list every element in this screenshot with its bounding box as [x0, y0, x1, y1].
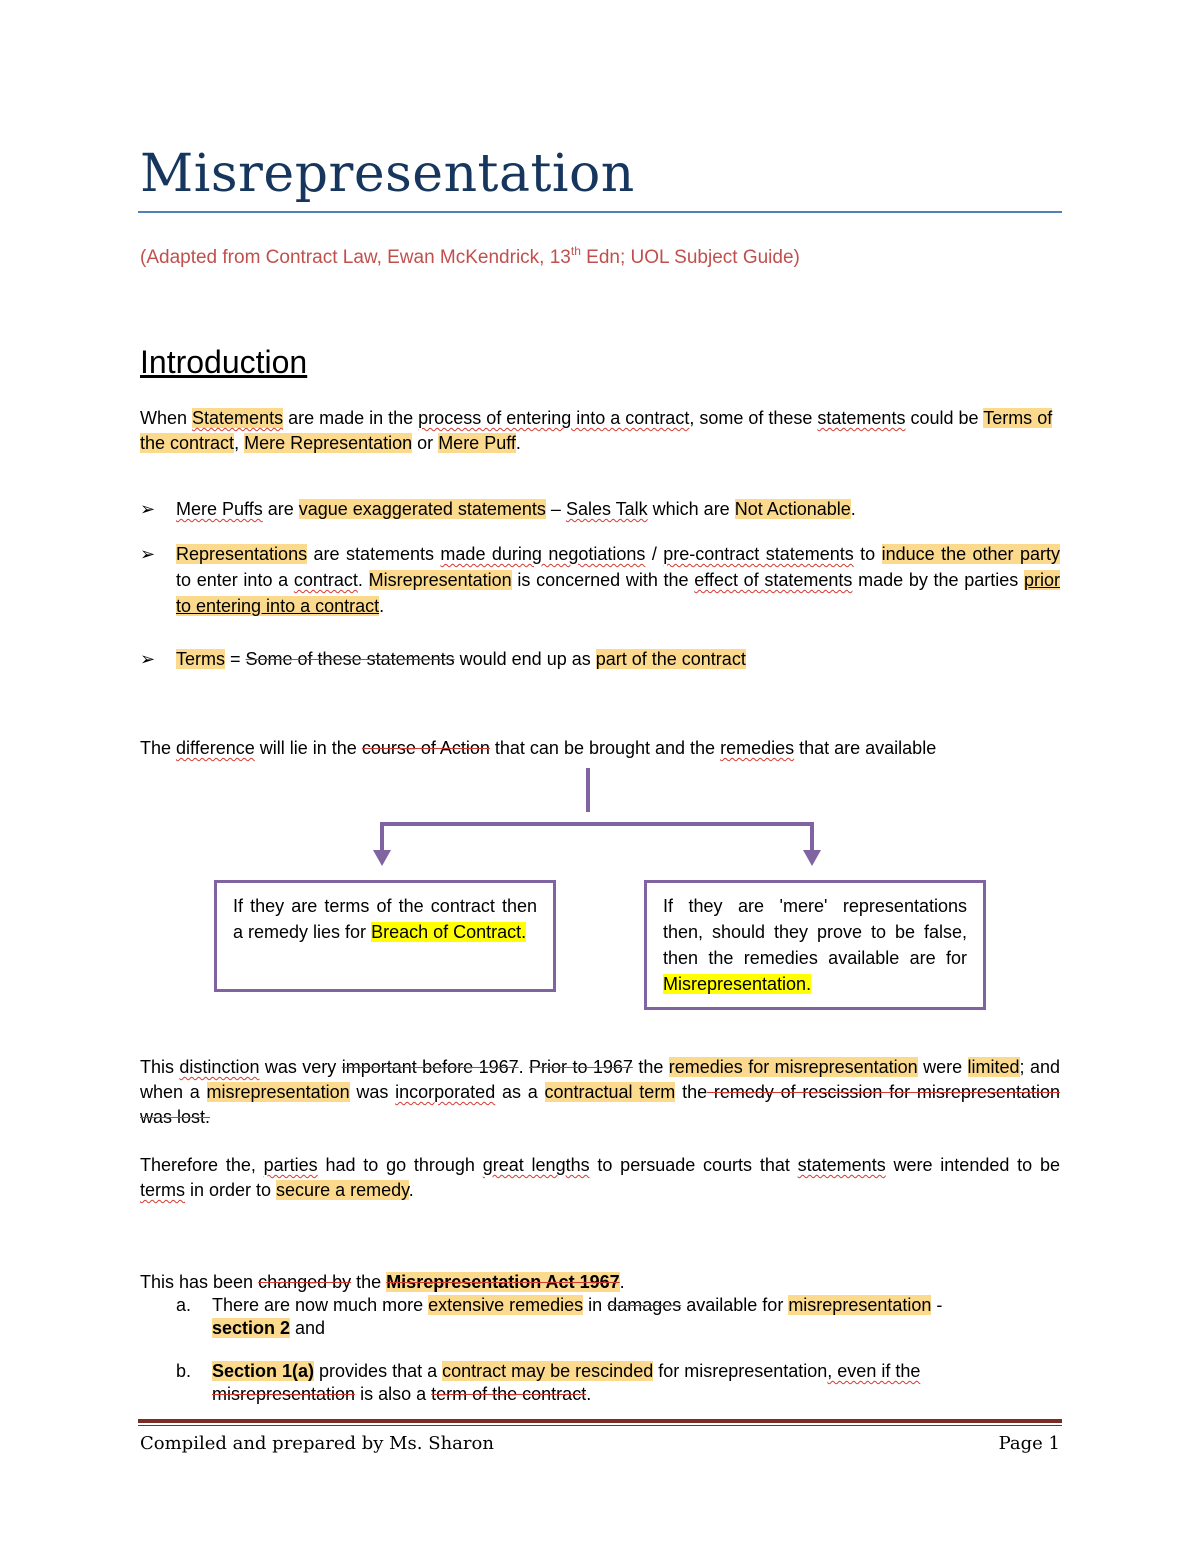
text: =: [225, 649, 246, 669]
text: parties: [263, 1155, 318, 1175]
text: remedy of rescission for misrepresentation was lost.: [140, 1082, 1060, 1127]
text: are statements: [307, 544, 441, 564]
text: pre-contract statements: [663, 544, 854, 564]
text: as a: [495, 1082, 545, 1102]
highlight: Mere Representation: [244, 433, 413, 453]
footer-rule: [138, 1419, 1062, 1423]
text: were: [917, 1057, 968, 1077]
text: provides that a: [314, 1361, 443, 1381]
text: distinction: [179, 1057, 260, 1077]
highlight: Terms: [176, 649, 225, 669]
highlight: Misrepresentation: [368, 570, 512, 590]
text: Prior to 1967: [529, 1057, 633, 1077]
highlight: misrepresentation: [788, 1295, 932, 1315]
highlight: Representations: [176, 544, 308, 564]
text: is also a: [355, 1384, 432, 1404]
text: contract: [293, 570, 358, 590]
text: was very: [259, 1057, 342, 1077]
highlight: limited: [967, 1057, 1020, 1077]
list-label: a.: [176, 1295, 192, 1315]
text: could be: [905, 408, 984, 428]
page-title: Misrepresentation: [140, 144, 635, 204]
text: /: [645, 544, 664, 564]
text: , even if the: [827, 1361, 921, 1381]
text: .: [379, 596, 385, 616]
highlight: Breach of Contract.: [371, 922, 527, 942]
text: the: [351, 1272, 387, 1292]
text: remedies: [720, 738, 795, 758]
highlight: secure a remedy: [276, 1180, 409, 1200]
text: to enter into a: [176, 570, 294, 590]
text: .: [850, 499, 856, 519]
text: Mere Puffs: [176, 499, 263, 519]
arrow-down-icon: [803, 850, 821, 866]
text: When: [140, 408, 193, 428]
text: the: [632, 1057, 669, 1077]
highlight: remedies for misrepresentation: [668, 1057, 918, 1077]
highlight: Statements: [192, 408, 284, 428]
distinction-paragraph: [140, 1055, 1060, 1130]
text: made by the parties: [852, 570, 1024, 590]
highlight: misrepresentation: [206, 1082, 350, 1102]
section-heading: Introduction: [140, 344, 308, 380]
text: great lengths: [482, 1155, 590, 1175]
text: would end up as: [454, 649, 596, 669]
text: This: [140, 1057, 180, 1077]
text: the: [675, 1082, 708, 1102]
arrow-bullet-icon: ➢: [140, 499, 156, 519]
text: incorporated: [395, 1082, 496, 1102]
text: If they are terms of the contract then a remedy lies for: [233, 896, 537, 942]
changed-paragraph: [140, 1270, 1060, 1295]
text: , some of these: [689, 408, 818, 428]
text: to persuade courts that: [589, 1155, 798, 1175]
text: that can be brought and the: [489, 738, 721, 758]
arrow-bullet-icon: ➢: [140, 544, 156, 564]
highlight: section 2: [212, 1318, 291, 1338]
text: This has been: [140, 1272, 259, 1292]
text: .: [586, 1384, 592, 1404]
text: -: [931, 1295, 943, 1315]
box-breach-of-contract: [214, 880, 556, 992]
highlight: induce the other party: [881, 544, 1060, 564]
highlight: Misrepresentation Act 1967: [386, 1272, 620, 1292]
highlight: Mere Puff: [438, 433, 516, 453]
text: .: [357, 570, 369, 590]
text: ,: [234, 433, 245, 453]
text: Therefore the,: [140, 1155, 264, 1175]
text: were intended to be: [885, 1155, 1060, 1175]
highlight: contract may be rescinded: [442, 1361, 654, 1381]
text: are: [262, 499, 299, 519]
text: made during negotiations: [440, 544, 646, 564]
footer-author: Compiled and prepared by Ms. Sharon: [140, 1433, 494, 1454]
text: ; and when a: [140, 1057, 1060, 1102]
list-item-a: [176, 1294, 1056, 1340]
text: course of Action: [361, 738, 490, 758]
subtitle-text: (Adapted from Contract Law, Ewan McKendrick, 13: [140, 247, 571, 268]
highlight: extensive remedies: [428, 1295, 584, 1315]
subtitle-sup: th: [570, 244, 581, 258]
text: Sales Talk: [565, 499, 648, 519]
highlight: part of the contract: [595, 649, 746, 669]
text: had to go through: [317, 1155, 483, 1175]
text: changed by: [258, 1272, 352, 1292]
text: process of entering into a contract: [418, 408, 690, 428]
text: There are now much more: [212, 1295, 429, 1315]
text: will lie in the: [254, 738, 362, 758]
text: that are available: [794, 738, 937, 758]
highlight: prior to entering into a contract: [176, 570, 1060, 616]
text: misrepresentation: [212, 1384, 356, 1404]
highlight: Not Actionable: [734, 499, 851, 519]
connector-branch: [382, 824, 812, 852]
text: statements: [797, 1155, 886, 1175]
text: is concerned with the: [511, 570, 695, 590]
text: –: [545, 499, 566, 519]
text: Some of these statements: [245, 649, 455, 669]
text: .: [408, 1180, 414, 1200]
subtitle-text-end: Edn; UOL Subject Guide): [580, 247, 800, 268]
text: statements: [817, 408, 906, 428]
text: The: [140, 738, 177, 758]
arrow-bullet-icon: ➢: [140, 649, 156, 669]
text: in: [583, 1295, 608, 1315]
footer-rule-thin: [138, 1425, 1062, 1426]
text: in order to: [185, 1180, 277, 1200]
text: difference: [176, 738, 255, 758]
therefore-paragraph: [140, 1153, 1060, 1203]
text: .: [515, 433, 521, 453]
text: are made in the: [283, 408, 419, 428]
text: or: [412, 433, 439, 453]
box-misrepresentation: [644, 880, 986, 1010]
highlight: Misrepresentation.: [663, 974, 812, 994]
text: which are: [647, 499, 735, 519]
text: was: [349, 1082, 396, 1102]
text: If they are 'mere' representations then, should they prove to be false, then the remedies available are for: [663, 896, 967, 968]
highlight: Terms of the contract: [140, 408, 1053, 453]
text: .: [518, 1057, 530, 1077]
footer-page-number: Page 1: [998, 1433, 1060, 1454]
text: to: [853, 544, 882, 564]
text: .: [619, 1272, 625, 1292]
arrow-down-icon: [373, 850, 391, 866]
highlight: contractual term: [544, 1082, 676, 1102]
highlight: vague exaggerated statements: [298, 499, 546, 519]
text: and: [290, 1318, 326, 1338]
list-item-b: [176, 1360, 1056, 1406]
highlight: Section 1(a): [212, 1361, 315, 1381]
text: terms: [140, 1180, 185, 1200]
text: important before 1967: [341, 1057, 519, 1077]
text: effect of statements: [694, 570, 853, 590]
text: damages: [607, 1295, 682, 1315]
text: term of the contract: [431, 1384, 587, 1404]
list-label: b.: [176, 1361, 192, 1381]
text: available for: [681, 1295, 789, 1315]
text: for misrepresentation: [653, 1361, 828, 1381]
